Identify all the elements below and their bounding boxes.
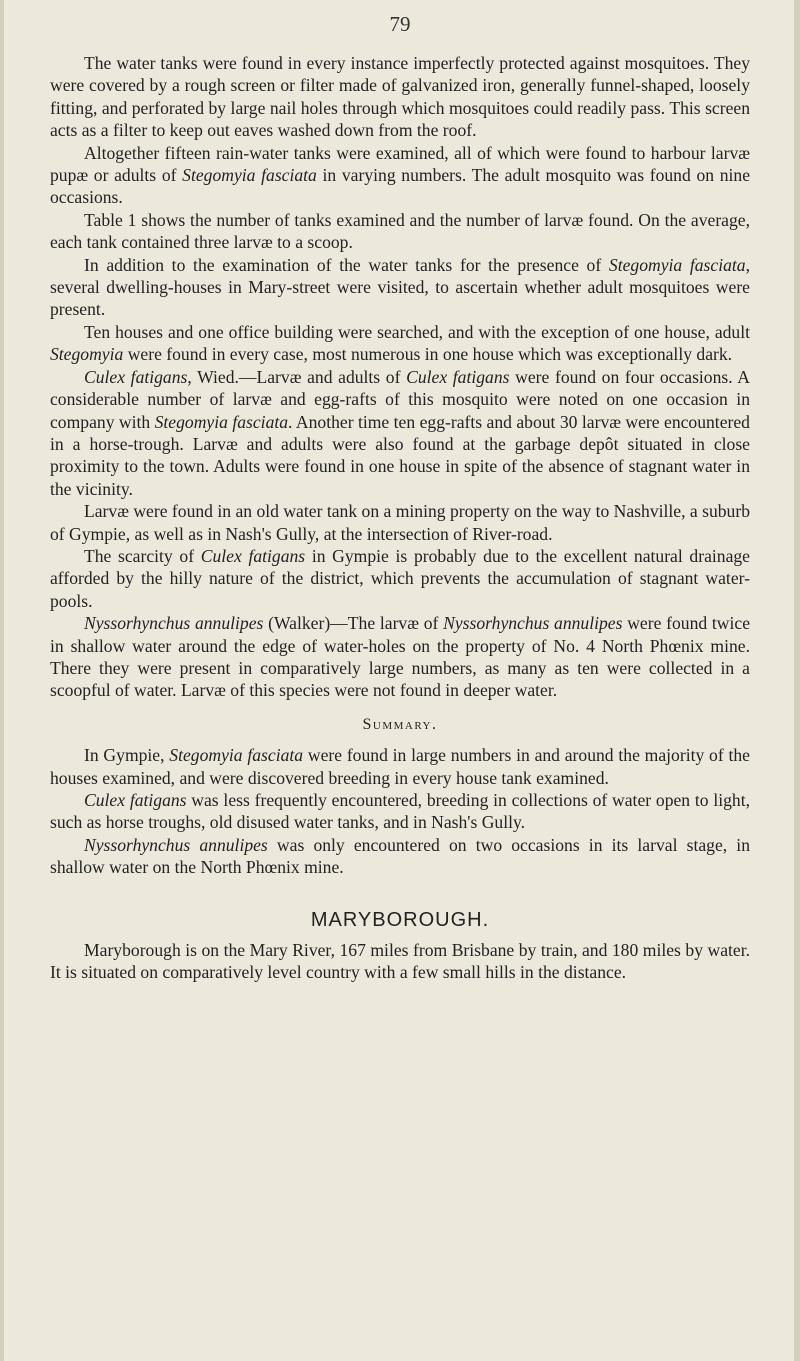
species-name: Culex fatigans: [84, 790, 187, 810]
paragraph: Maryborough is on the Mary River, 167 miles from Brisbane by train, and 180 miles by water. It is situated on comparatively level country with a few small hills in the distance.: [50, 940, 750, 983]
species-name: Culex fatigans: [84, 366, 188, 387]
page-edge-right: [794, 0, 800, 1361]
species-name: Stegomyia fasciata: [169, 745, 304, 766]
section-heading: MARYBOROUGH.: [310, 908, 490, 931]
paragraph: In addition to the examination of the water tanks for the presence of Stegomyia fasciata, several dwelling-houses in Mary-street were visited, to ascertain whether adult mosquitoes were present.: [50, 254, 750, 320]
species-name: Culex fatigans: [200, 545, 306, 566]
species-name: Stegomyia: [50, 344, 124, 365]
summary-heading: Summary.: [362, 715, 438, 733]
page-number: 79: [389, 12, 411, 36]
body-text: [50, 52, 750, 984]
section-paragraphs: [50, 939, 750, 984]
paragraph: Larvæ were found in an old water tank on a mining property on the way to Nashville, a suburb of Gympie, as well as in Nash's Gully, at the intersection of River-road.: [50, 501, 750, 544]
page-edge-left: [0, 0, 4, 1361]
species-name: Stegomyia fasciata: [182, 165, 317, 186]
summary-paragraphs: [50, 744, 750, 878]
species-name: Culex fatigans: [406, 366, 510, 387]
species-name: Nyssorhynchus annulipes: [443, 613, 623, 634]
species-name: Stegomyia fasciata: [154, 411, 289, 432]
paragraph: Nyssorhynchus annulipes was only encountered on two occasions in its larval stage, in shallow water on the North Phœnix mine.: [50, 834, 750, 878]
paragraph: Culex fatigans was less frequently encountered, breeding in collections of water open to light, such as horse troughs, old disused water tanks, and in Nash's Gully.: [50, 790, 750, 833]
intro-paragraphs: [50, 52, 750, 702]
species-name: Nyssorhynchus annulipes: [84, 834, 268, 855]
paragraph: Nyssorhynchus annulipes (Walker)—The larvæ of Nyssorhynchus annulipes were found twice in shallow water around the edge of water-holes on the property of No. 4 North Phœnix mine. There they were present in comparatively large numbers, as many as ten were collected in a scoopful of water. Larvæ of this species were not found in deeper water.: [50, 613, 751, 701]
species-name: Nyssorhynchus annulipes: [84, 613, 264, 634]
species-name: Stegomyia fasciata: [608, 254, 746, 275]
paragraph: Culex fatigans, Wied.—Larvæ and adults of Culex fatigans were found on four occasions. A considerable number of larvæ and egg-rafts of this mosquito were noted on one occasion in company with Stegomyia fasciata. Another time ten egg-rafts and about 30 larvæ were encountered in a horse-trough. Larvæ and adults were also found at the garbage depôt situated in close proximity to the town. Adults were found in one house in spite of the absence of stagnant water in the vicinity.: [50, 366, 751, 499]
paragraph: Ten houses and one office building were searched, and with the exception of one house, adult Stegomyia were found in every case, most numerous in one house which was exceptionally dark.: [50, 321, 750, 365]
paragraph: Altogether fifteen rain-water tanks were examined, all of which were found to harbour larvæ pupæ or adults of Stegomyia fasciata in varying numbers. The adult mosquito was found on nine occasions.: [50, 142, 750, 208]
paragraph: In Gympie, Stegomyia fasciata were found in large numbers in and around the majority of the houses examined, and were discovered breeding in every house tank examined.: [50, 745, 750, 788]
paragraph: The water tanks were found in every instance imperfectly protected against mosquitoes. They were covered by a rough screen or filter made of galvanized iron, generally funnel-shaped, loosely fitting, and perforated by large nail holes through which mosquitoes could readily pass. This screen acts as a filter to keep out eaves washed down from the roof.: [50, 53, 750, 141]
paragraph: The scarcity of Culex fatigans in Gympie is probably due to the excellent natural drainage afforded by the hilly nature of the district, which prevents the accumulation of stagnant water-pools.: [50, 545, 750, 611]
paragraph: Table 1 shows the number of tanks examined and the number of larvæ found. On the average, each tank contained three larvæ to a scoop.: [50, 209, 750, 253]
